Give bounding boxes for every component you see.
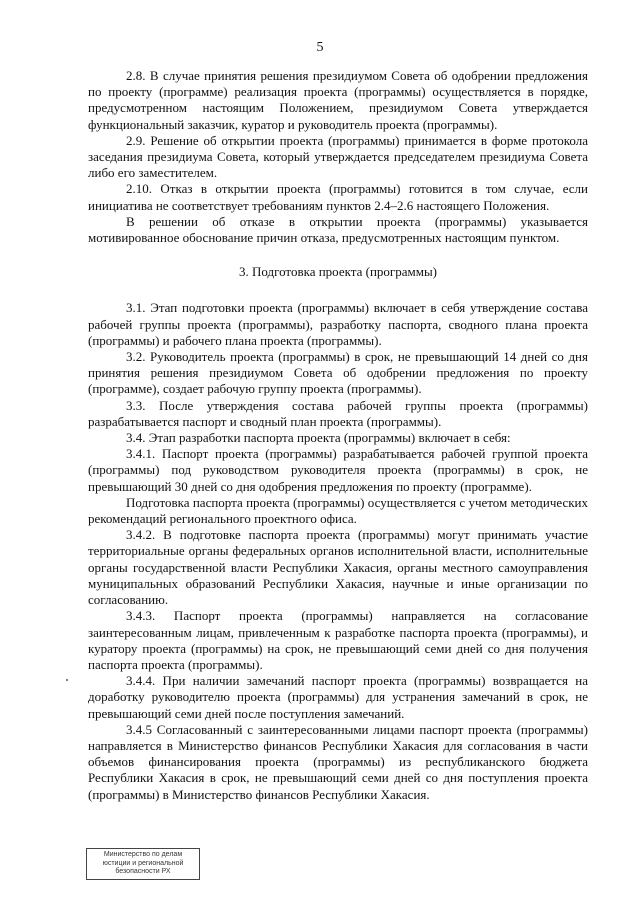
paragraph-3-2: 3.2. Руководитель проекта (программы) в срок, не превышающий 14 дней со дня принятия решения президиумом Совета об одобрении предложения по проекту (программе), создает рабочую группу проекта (программы). bbox=[88, 349, 588, 397]
paragraph-3-4-5: 3.4.5 Согласованный с заинтересованными лицами паспорт проекта (программы) направляется в Министерство финансов Республики Хакасия для согласования в части объемов финансирования проекта (программы) из республиканского бюджета Республики Хакасия в срок, не превышающий семи дней со дня поступления проекта (программы) в Министерство финансов Республики Хакасия. bbox=[88, 721, 588, 802]
paragraph-3-4-3: 3.4.3. Паспорт проекта (программы) направляется на согласование заинтересованным лицам, привлеченным к разработке паспорта проекта (программы), и куратору проекта (программы) на срок, не превышающий семи дней со дня получения паспорта проекта (программы). bbox=[88, 608, 588, 672]
paragraph-3-4-1: 3.4.1. Паспорт проекта (программы) разрабатывается рабочей группой проекта (программы) под руководством руководителя проекта (программы) в срок, не превышающий 30 дней со дня одобрения предложения по проекту (программе). bbox=[88, 446, 588, 494]
paragraph-2-9: 2.9. Решение об открытии проекта (программы) принимается в форме протокола заседания президиума Совета, который утверждается председателем президиума Совета либо его заместителем. bbox=[88, 132, 588, 181]
paragraph-refusal: В решении об отказе в открытии проекта (программы) указывается мотивированное обоснование причин отказа, предусмотренных настоящим пунктом. bbox=[88, 213, 588, 246]
paragraph-2-8: 2.8. В случае принятия решения президиумом Совета об одобрении предложения по проекту (программе) реализация проекта (программы) осуществляется в порядке, предусмотренном настоящим Положением, президиумом Совета утверждается функциональный заказчик, куратор и руководитель проекта (программы). bbox=[88, 68, 588, 132]
page-number: 5 bbox=[316, 40, 324, 55]
stamp-line: Министерство по делам bbox=[103, 851, 183, 858]
paragraph-3-4-2: 3.4.2. В подготовке паспорта проекта (программы) могут принимать участие территориальные органы федеральных органов исполнительной власти, исполнительные органы государственной власти Республики Хакасия, органы местного самоуправления муниципальных образований Республики Хакасия, научные и иные организации по согласованию. bbox=[88, 527, 588, 608]
paragraph-2-10: 2.10. Отказ в открытии проекта (программы) готовится в том случае, если инициатива не соответствует требованиям пунктов 2.4–2.6 настоящего Положения. bbox=[88, 181, 588, 213]
paragraph-3-1: 3.1. Этап подготовки проекта (программы) включает в себя утверждение состава рабочей группы проекта (программы), разработку паспорта, сводного плана проекта (программы) и рабочего плана проекта (программы). bbox=[88, 300, 588, 348]
stamp-line: безопасности РХ bbox=[115, 868, 171, 875]
paragraph-3-4-4: 3.4.4. При наличии замечаний паспорт проекта (программы) возвращается на доработку руководителю проекта (программы) для устранения замечаний в срок, не превышающий семи дней после поступления замечаний. bbox=[88, 673, 588, 721]
document-body bbox=[88, 68, 588, 803]
paragraph-3-4: 3.4. Этап разработки паспорта проекта (программы) включает в себя: bbox=[126, 430, 511, 446]
paragraph-3-3: 3.3. После утверждения состава рабочей группы проекта (программы) разрабатывается паспорт и сводный план проекта (программы). bbox=[88, 397, 588, 429]
paragraph-methodical: Подготовка паспорта проекта (программы) осуществляется с учетом методических рекомендаций регионального проектного офиса. bbox=[88, 494, 588, 527]
stamp-line: юстиции и региональной bbox=[102, 859, 184, 867]
margin-mark bbox=[66, 679, 68, 681]
section-heading-3: 3. Подготовка проекта (программы) bbox=[238, 264, 438, 280]
registration-stamp bbox=[86, 848, 200, 880]
